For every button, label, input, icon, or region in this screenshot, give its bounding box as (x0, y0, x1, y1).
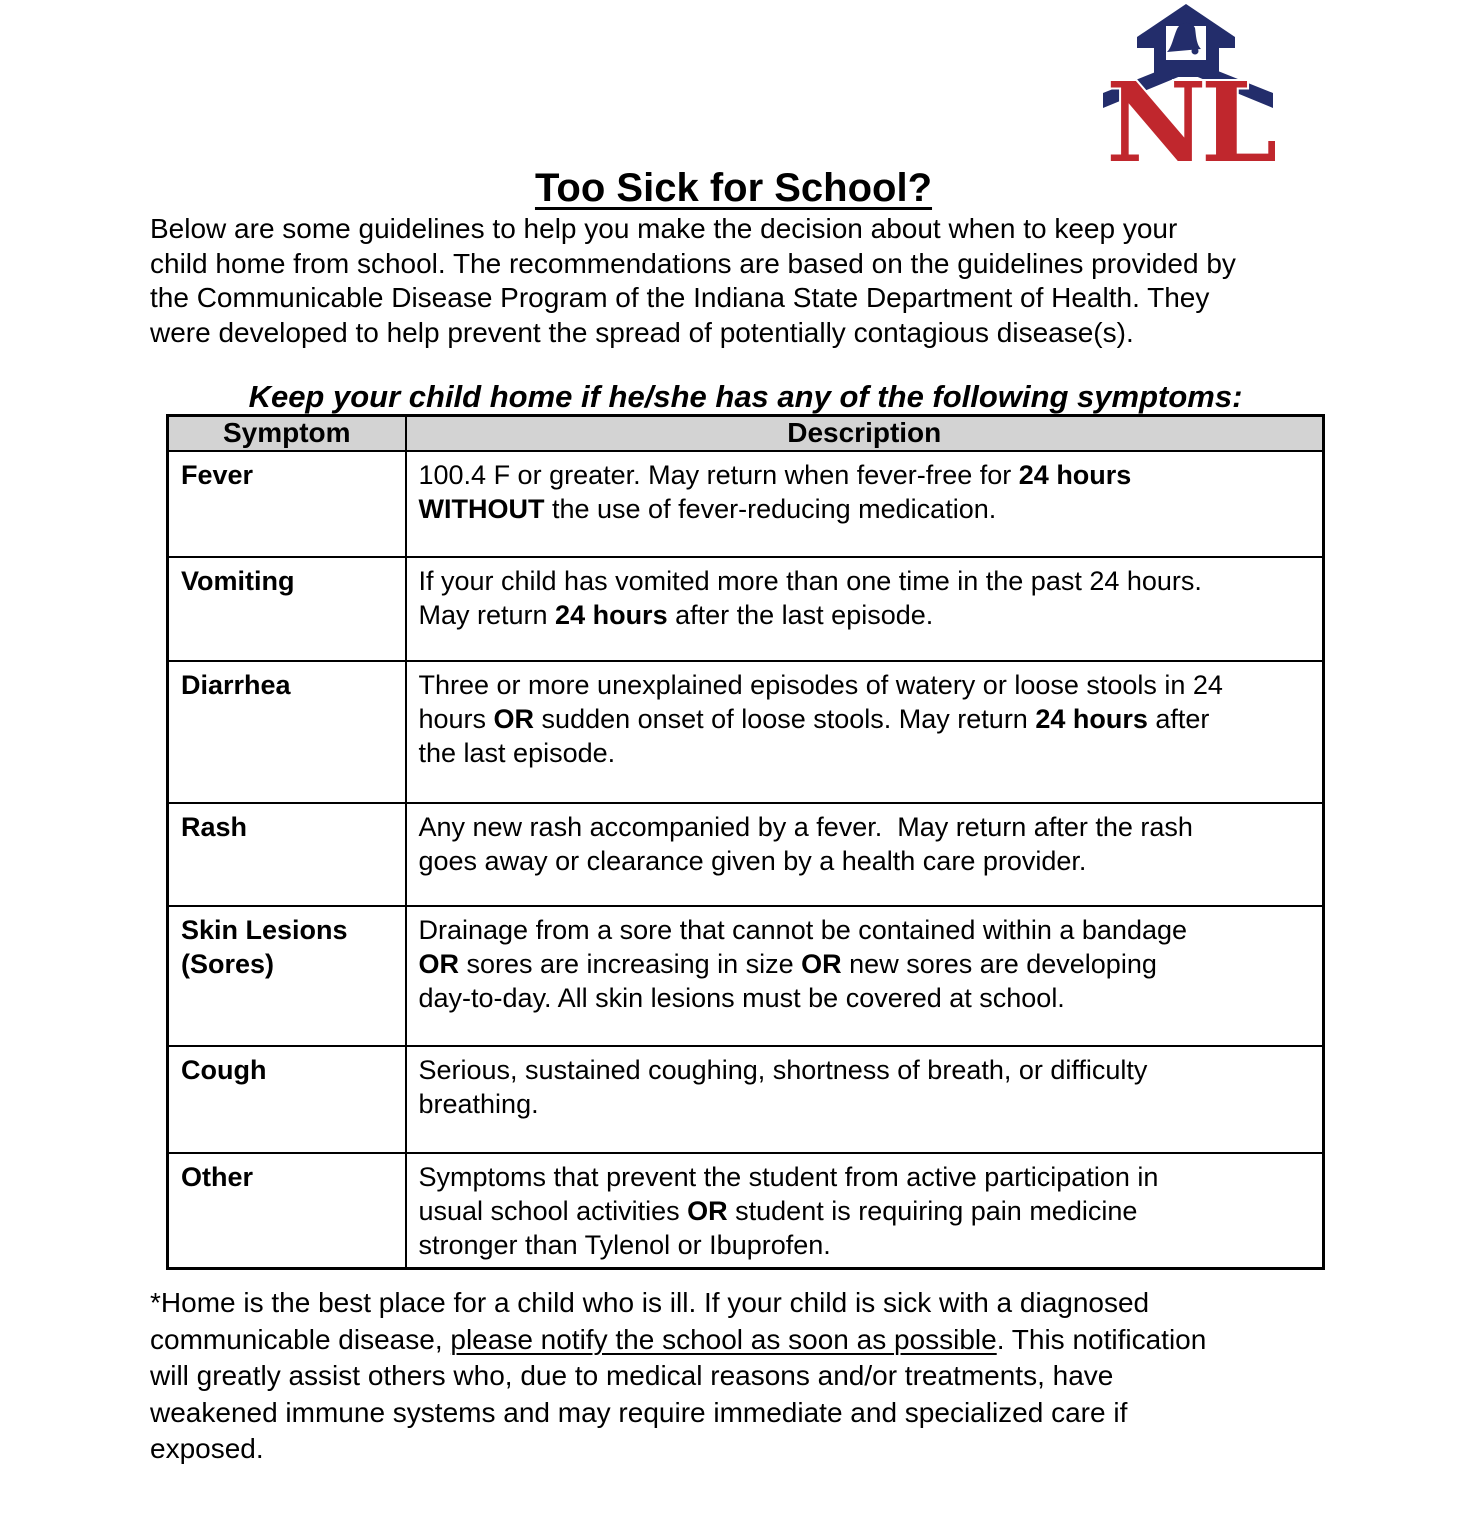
symptom-header-cell: Symptom (168, 416, 406, 451)
logo-letters: NL (1106, 58, 1272, 168)
symptom-cell: Cough (168, 1046, 406, 1153)
symptoms-table (166, 414, 1325, 1270)
symptom-cell: Rash (168, 803, 406, 906)
table-row-cough (168, 1046, 1324, 1153)
table-row-vomiting (168, 557, 1324, 661)
symptom-cell: Skin Lesions (Sores) (168, 906, 406, 1046)
description-cell: Drainage from a sore that cannot be contained within a bandage OR sores are increasing in size OR new sores are developing day-to-day. All skin lesions must be covered at school. (406, 906, 1324, 1046)
table-row-rash (168, 803, 1324, 906)
footer-note: *Home is the best place for a child who is ill. If your child is sick with a diagnosed communicable disease, please notify the school as soon as possible. This notification will greatly assist others who, due to medical reasons and/or treatments, have weakened immune systems and may require immediate and specialized care if exposed. (150, 1287, 1207, 1464)
table-row-other (168, 1153, 1324, 1269)
page-title: Too Sick for School? (534, 166, 933, 210)
table-header-row (168, 416, 1324, 451)
symptom-cell: Diarrhea (168, 661, 406, 803)
description-cell: Any new rash accompanied by a fever. May return after the rash goes away or clearance given by a health care provider. (406, 803, 1324, 906)
description-cell: Serious, sustained coughing, shortness of breath, or difficulty breathing. (406, 1046, 1324, 1153)
description-header-cell: Description (406, 416, 1324, 451)
description-cell: Three or more unexplained episodes of watery or loose stools in 24 hours OR sudden onset of loose stools. May return 24 hours after the last episode. (406, 661, 1324, 803)
description-cell: 100.4 F or greater. May return when fever-free for 24 hours WITHOUT the use of fever-reducing medication. (406, 451, 1324, 557)
description-cell: Symptoms that prevent the student from active participation in usual school activities OR student is requiring pain medicine stronger than Tylenol or Ibuprofen. (406, 1153, 1324, 1269)
symptom-cell: Fever (168, 451, 406, 557)
intro-paragraph: Below are some guidelines to help you make the decision about when to keep your child home from school. The recommendations are based on the guidelines provided by the Communicable Disease Program of the Indiana State Department of Health. They were developed to help prevent the spread of potentially contagious disease(s). (150, 213, 1236, 348)
table-row-fever (168, 451, 1324, 557)
symptom-cell: Other (168, 1153, 406, 1269)
table-heading: Keep your child home if he/she has any of the following symptoms: (248, 379, 1243, 414)
symptom-cell: Vomiting (168, 557, 406, 661)
table-row-diarrhea (168, 661, 1324, 803)
description-cell: If your child has vomited more than one time in the past 24 hours. May return 24 hours after the last episode. (406, 557, 1324, 661)
school-logo (1103, 4, 1275, 168)
table-row-skin-lesions (168, 906, 1324, 1046)
logo-bell-clapper (1192, 48, 1199, 55)
